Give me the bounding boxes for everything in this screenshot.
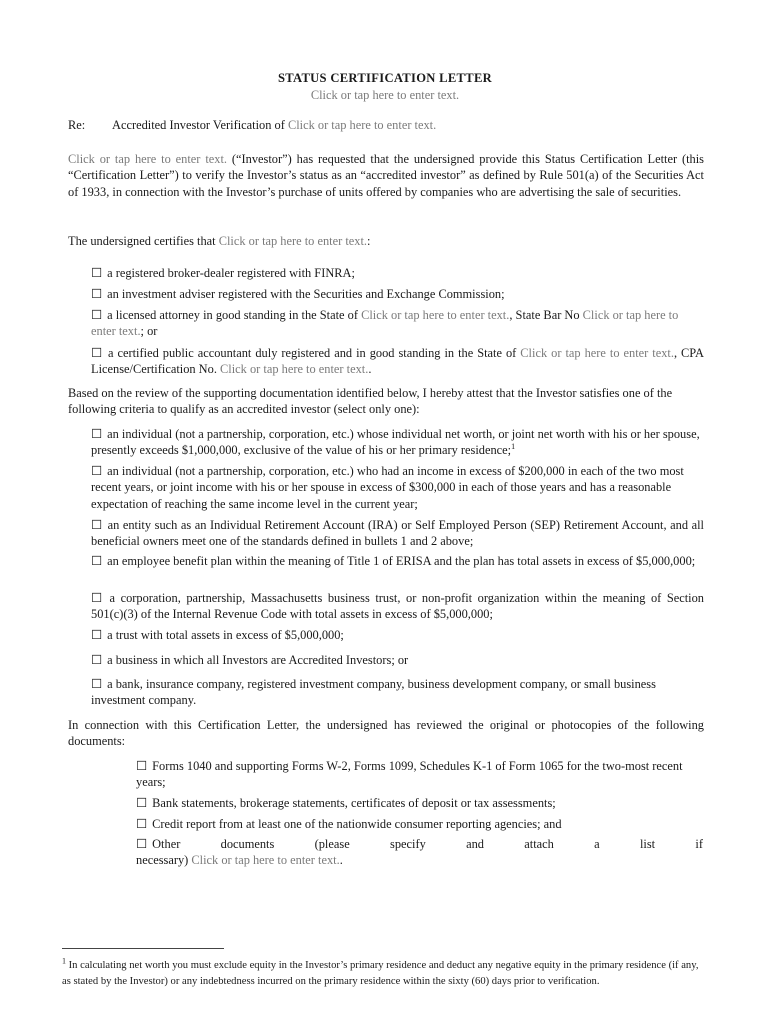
- attest-paragraph: Based on the review of the supporting documentation identified below, I hereby attest that the Investor satisfies one of the following criteria to qualify as an accredited investor (select only one):: [68, 386, 673, 417]
- certifies-paragraph: [68, 233, 704, 249]
- footnote: [62, 958, 702, 990]
- criterion-income: [91, 463, 704, 512]
- criterion-label: an individual (not a partnership, corporation, etc.) whose individual net worth, or joint net worth with his or her spouse, presently exceeds $1,000,000, exclusive of the value of his or her primary residence;: [91, 427, 700, 458]
- checkbox[interactable]: ☐: [136, 796, 148, 810]
- criterion-label: an entity such as an Individual Retirement Account (IRA) or Self Employed Person (SEP) Retirement Account, and all beneficial owners meet one of the standards defined in bullets 1 and 2 above;: [91, 518, 704, 549]
- document-other-line1: [136, 836, 703, 852]
- word: Other: [152, 837, 181, 851]
- document-other-line2: [136, 852, 703, 868]
- document-label: necessary): [136, 853, 192, 868]
- footnote-number: 1: [62, 956, 66, 966]
- bar-number-placeholder[interactable]: Click or tap here to enter text.: [91, 308, 679, 339]
- option-cpa: [91, 345, 704, 378]
- re-label: Re:: [68, 118, 86, 132]
- re-text: Accredited Investor Verification of: [112, 118, 288, 132]
- re-line: [112, 118, 436, 133]
- criterion-label: an employee benefit plan within the meaning of Title 1 of ERISA and the plan has total assets in excess of $5,000,000;: [107, 554, 696, 568]
- option-label: a registered broker-dealer registered with FINRA;: [107, 266, 355, 280]
- text-placeholder[interactable]: Click or tap here to enter text.: [310, 88, 460, 102]
- word: (please: [314, 837, 350, 851]
- state-placeholder[interactable]: Click or tap here to enter text.: [361, 308, 510, 322]
- option-label: an investment adviser registered with the Securities and Exchange Commission;: [107, 287, 505, 301]
- document-bank-statements: [136, 795, 703, 811]
- word: if: [695, 837, 703, 851]
- subtitle-placeholder[interactable]: [0, 88, 770, 103]
- certifier-placeholder[interactable]: Click or tap here to enter text.: [218, 234, 367, 248]
- document-label: Credit report from at least one of the nationwide consumer reporting agencies; and: [152, 817, 562, 831]
- checkbox[interactable]: ☐: [91, 287, 103, 301]
- review-paragraph: In connection with this Certification Letter, the undersigned has reviewed the original or photocopies of the following documents:: [68, 718, 704, 749]
- option-broker: [91, 265, 704, 281]
- word: specify: [390, 837, 426, 851]
- document-label: .: [339, 853, 343, 868]
- checkbox[interactable]: ☐: [91, 346, 103, 360]
- option-label: , State Bar No: [509, 308, 583, 322]
- criterion-bank: [91, 676, 704, 709]
- checkbox[interactable]: ☐: [91, 266, 103, 280]
- intro-paragraph: [68, 151, 704, 200]
- investor-name-placeholder[interactable]: Click or tap here to enter text.: [287, 118, 437, 132]
- checkbox[interactable]: ☐: [91, 464, 103, 478]
- checkbox[interactable]: ☐: [136, 817, 148, 831]
- criterion-erisa: [91, 553, 704, 569]
- criterion-trust: [91, 627, 704, 643]
- certifies-text: The undersigned certifies that: [68, 234, 219, 248]
- checkbox[interactable]: ☐: [91, 554, 103, 568]
- document-label: Forms 1040 and supporting Forms W-2, Forms 1099, Schedules K-1 of Form 1065 for the two-most recent years;: [136, 759, 683, 790]
- criterion-label: a trust with total assets in excess of $5,000,000;: [107, 628, 344, 642]
- option-adviser: [91, 286, 704, 302]
- criterion-ira: [91, 517, 704, 550]
- document-other: [136, 836, 703, 869]
- criterion-corporation: [91, 590, 704, 623]
- checkbox[interactable]: ☐: [91, 677, 103, 691]
- word: and: [466, 837, 484, 851]
- checkbox[interactable]: ☐: [91, 591, 103, 605]
- word: list: [639, 837, 656, 851]
- other-documents-placeholder[interactable]: Click or tap here to enter text.: [191, 853, 340, 868]
- footnote-ref[interactable]: 1: [511, 442, 516, 452]
- intro-text: (“Investor”) has requested that the undersigned provide this Status Certification Letter (this “Certification Letter”) to verify the Investor’s status as an “accredited investor” as defined by Rule 501(a) of the Securities Act of 1933, in connection with the Investor’s purchase of units offered by companies who are advertising the sale of securities.: [68, 152, 704, 199]
- document-tax-forms: [136, 758, 703, 791]
- word: documents: [220, 837, 275, 851]
- checkbox[interactable]: ☐: [91, 653, 103, 667]
- criterion-net-worth: [91, 426, 704, 459]
- criterion-label: a business in which all Investors are Accredited Investors; or: [107, 653, 409, 667]
- document-other-word: [136, 836, 180, 852]
- cpa-license-placeholder[interactable]: Click or tap here to enter text.: [220, 362, 369, 377]
- footnote-text: In calculating net worth you must exclude equity in the Investor’s primary residence and deduct any negative equity in the primary residence (if any, as stated by the Investor) or any indebtedness incurred on the primary residence within the sixty (60) days prior to verification.: [62, 960, 699, 987]
- document-label: Bank statements, brokerage statements, certificates of deposit or tax assessments;: [152, 796, 556, 810]
- criterion-label: a bank, insurance company, registered investment company, business development company, or small business investment company.: [91, 677, 656, 708]
- checkbox[interactable]: ☐: [91, 308, 103, 322]
- investor-placeholder[interactable]: Click or tap here to enter text.: [68, 152, 227, 166]
- footnote-separator: [62, 948, 224, 949]
- checkbox[interactable]: ☐: [136, 759, 148, 773]
- certifies-colon: :: [367, 234, 371, 248]
- checkbox[interactable]: ☐: [91, 427, 103, 441]
- cpa-state-placeholder[interactable]: Click or tap here to enter text.: [520, 346, 674, 360]
- criterion-label: a corporation, partnership, Massachusetts business trust, or non-profit organization within the meaning of Section 501(c)(3) of the Internal Revenue Code with total assets in excess of $5,000,000;: [91, 591, 704, 622]
- document-credit-report: [136, 816, 703, 832]
- page-title: STATUS CERTIFICATION LETTER: [277, 71, 493, 85]
- option-label: a licensed attorney in good standing in the State of: [107, 308, 362, 322]
- checkbox[interactable]: ☐: [91, 518, 103, 532]
- option-attorney: [91, 307, 704, 340]
- criterion-business: [91, 652, 704, 668]
- option-label: .: [368, 362, 372, 377]
- criterion-label: an individual (not a partnership, corporation, etc.) who had an income in excess of $200,000 in each of the two most recent years, or joint income with his or her spouse in excess of $300,000 in each of those years and has a reasonable expectation of reaching the same income level in the current year;: [91, 464, 684, 511]
- option-label: a certified public accountant duly registered and in good standing in the State of: [108, 346, 521, 360]
- word: attach: [524, 837, 554, 851]
- option-label: ; or: [140, 324, 158, 339]
- option-label: , CPA License/Certification No.: [91, 346, 704, 377]
- checkbox[interactable]: ☐: [91, 628, 103, 642]
- checkbox[interactable]: ☐: [136, 837, 148, 851]
- word: a: [594, 837, 600, 851]
